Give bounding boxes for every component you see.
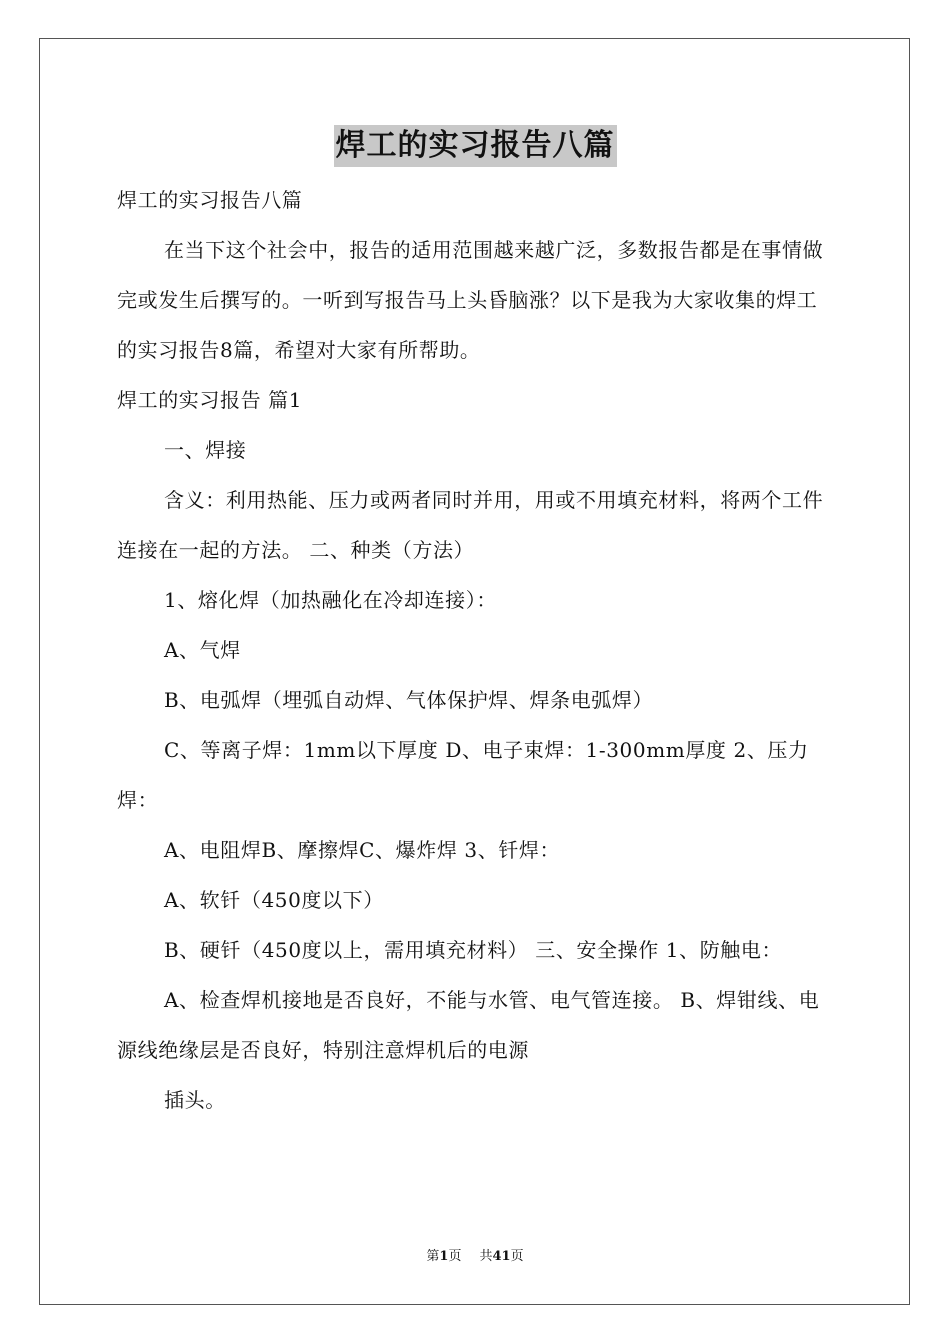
section-heading: 焊工的实习报告 篇1 (117, 388, 303, 412)
title-container (0, 125, 950, 167)
paragraph: 一、焊接 (164, 438, 247, 462)
page-footer (0, 1245, 950, 1264)
paragraph: A、检查焊机接地是否良好，不能与水管、电气管连接。 B、焊钳线、电源线绝缘层是否良好，特别注意焊机后的电源 (117, 988, 820, 1062)
paragraph: C、等离子焊：1mm以下厚度 D、电子束焊：1-300mm厚度 2、压力焊： (117, 738, 809, 812)
footer-page-number: 1 (439, 1249, 449, 1264)
paragraph: A、气焊 (164, 638, 241, 662)
paragraph: A、软钎（450度以下） (164, 888, 384, 912)
document-body (117, 175, 835, 1125)
footer-total-pages: 41 (492, 1249, 511, 1264)
paragraph: 插头。 (164, 1088, 226, 1112)
footer-total-prefix: 共 (479, 1249, 493, 1264)
document-title: 焊工的实习报告八篇 (334, 125, 617, 167)
paragraph: A、电阻焊B、摩擦焊C、爆炸焊 3、钎焊： (164, 838, 561, 862)
footer-total-unit: 页 (510, 1249, 524, 1264)
paragraph: B、硬钎（450度以上，需用填充材料） 三、安全操作 1、防触电： (164, 938, 783, 962)
paragraph: B、电弧焊（埋弧自动焊、气体保护焊、焊条电弧焊） (164, 688, 654, 712)
paragraph: 1、熔化焊（加热融化在冷却连接）： (164, 588, 497, 612)
paragraph: 含义：利用热能、压力或两者同时并用，用或不用填充材料，将两个工件连接在一起的方法。 二、种类（方法） (117, 488, 824, 562)
paragraph: 焊工的实习报告八篇 (117, 188, 303, 212)
paragraph: 在当下这个社会中，报告的适用范围越来越广泛，多数报告都是在事情做完或发生后撰写的。一听到写报告马上头昏脑涨？以下是我为大家收集的焊工的实习报告8篇，希望对大家有所帮助。 (117, 238, 824, 362)
footer-prefix: 第 (426, 1249, 440, 1264)
footer-page-unit: 页 (448, 1249, 462, 1264)
